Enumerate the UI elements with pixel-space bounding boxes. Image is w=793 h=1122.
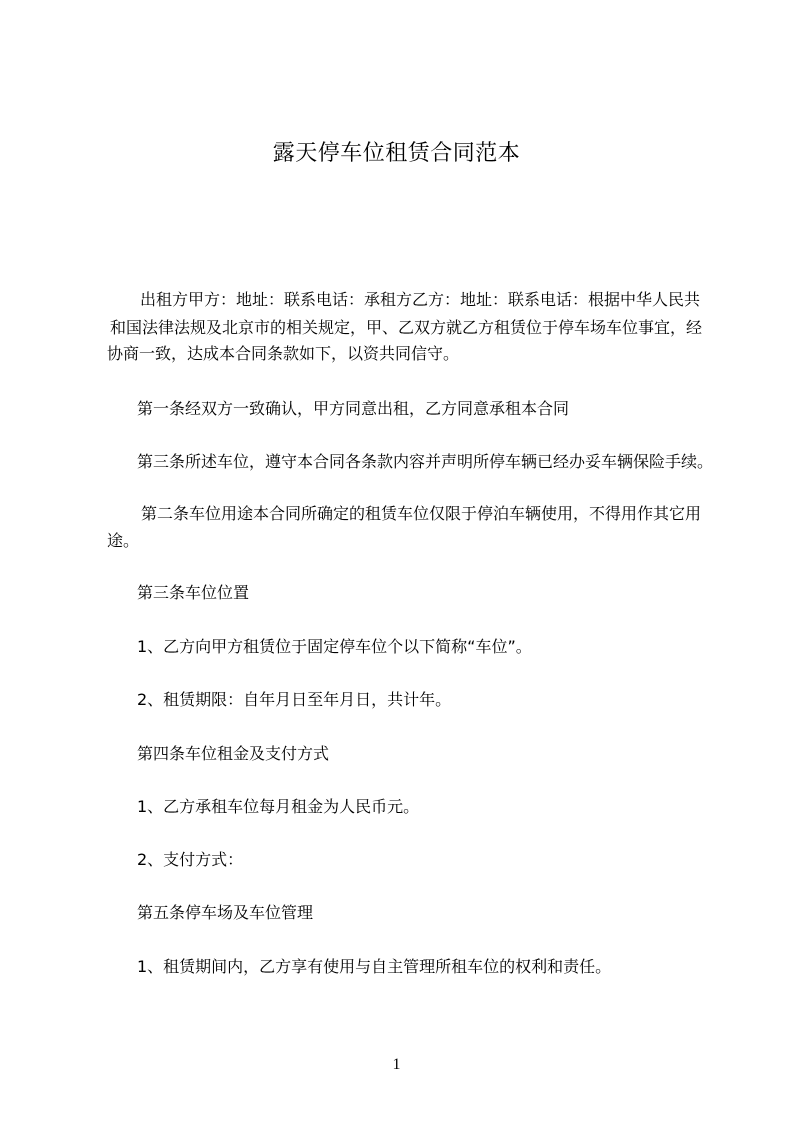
clause-item: 1、乙方向甲方租赁位于固定停车位个以下简称“车位”。 [137, 637, 532, 656]
document-title: 露天停车位租赁合同范本 [272, 141, 521, 166]
clause-item: 1、乙方承租车位每月租金为人民币元。 [137, 797, 420, 816]
clause-item: 1、租赁期间内，乙方享有使用与自主管理所租车位的权利和责任。 [137, 957, 612, 976]
article-4-heading: 第四条车位租金及支付方式 [137, 744, 330, 763]
paragraph-line: 途。 [107, 531, 140, 550]
paragraph-line: 和国法律法规及北京市的相关规定，甲、乙双方就乙方租赁位于停车场车位事宜，经 [110, 318, 703, 337]
page-number: 1 [392, 1056, 401, 1073]
clause-item: 2、租赁期限：自年月日至年月日，共计年。 [137, 690, 452, 709]
article-3-insurance-paragraph: 第三条所述车位，遵守本合同各条款内容并声明所停车辆已经办妥车辆保险手续。 [137, 452, 714, 471]
article-1-paragraph: 第一条经双方一致确认，甲方同意出租，乙方同意承租本合同 [137, 399, 570, 418]
article-5-heading: 第五条停车场及车位管理 [137, 903, 314, 922]
clause-item: 2、支付方式： [137, 850, 244, 869]
article-3-heading: 第三条车位位置 [137, 583, 250, 602]
paragraph-line: 协商一致，达成本合同条款如下，以资共同信守。 [107, 344, 460, 363]
paragraph-line: 出租方甲方：地址：联系电话：承租方乙方：地址：联系电话：根据中华人民共 [140, 290, 701, 309]
paragraph-line: 第二条车位用途本合同所确定的租赁车位仅限于停泊车辆使用，不得用作其它用 [141, 504, 702, 523]
